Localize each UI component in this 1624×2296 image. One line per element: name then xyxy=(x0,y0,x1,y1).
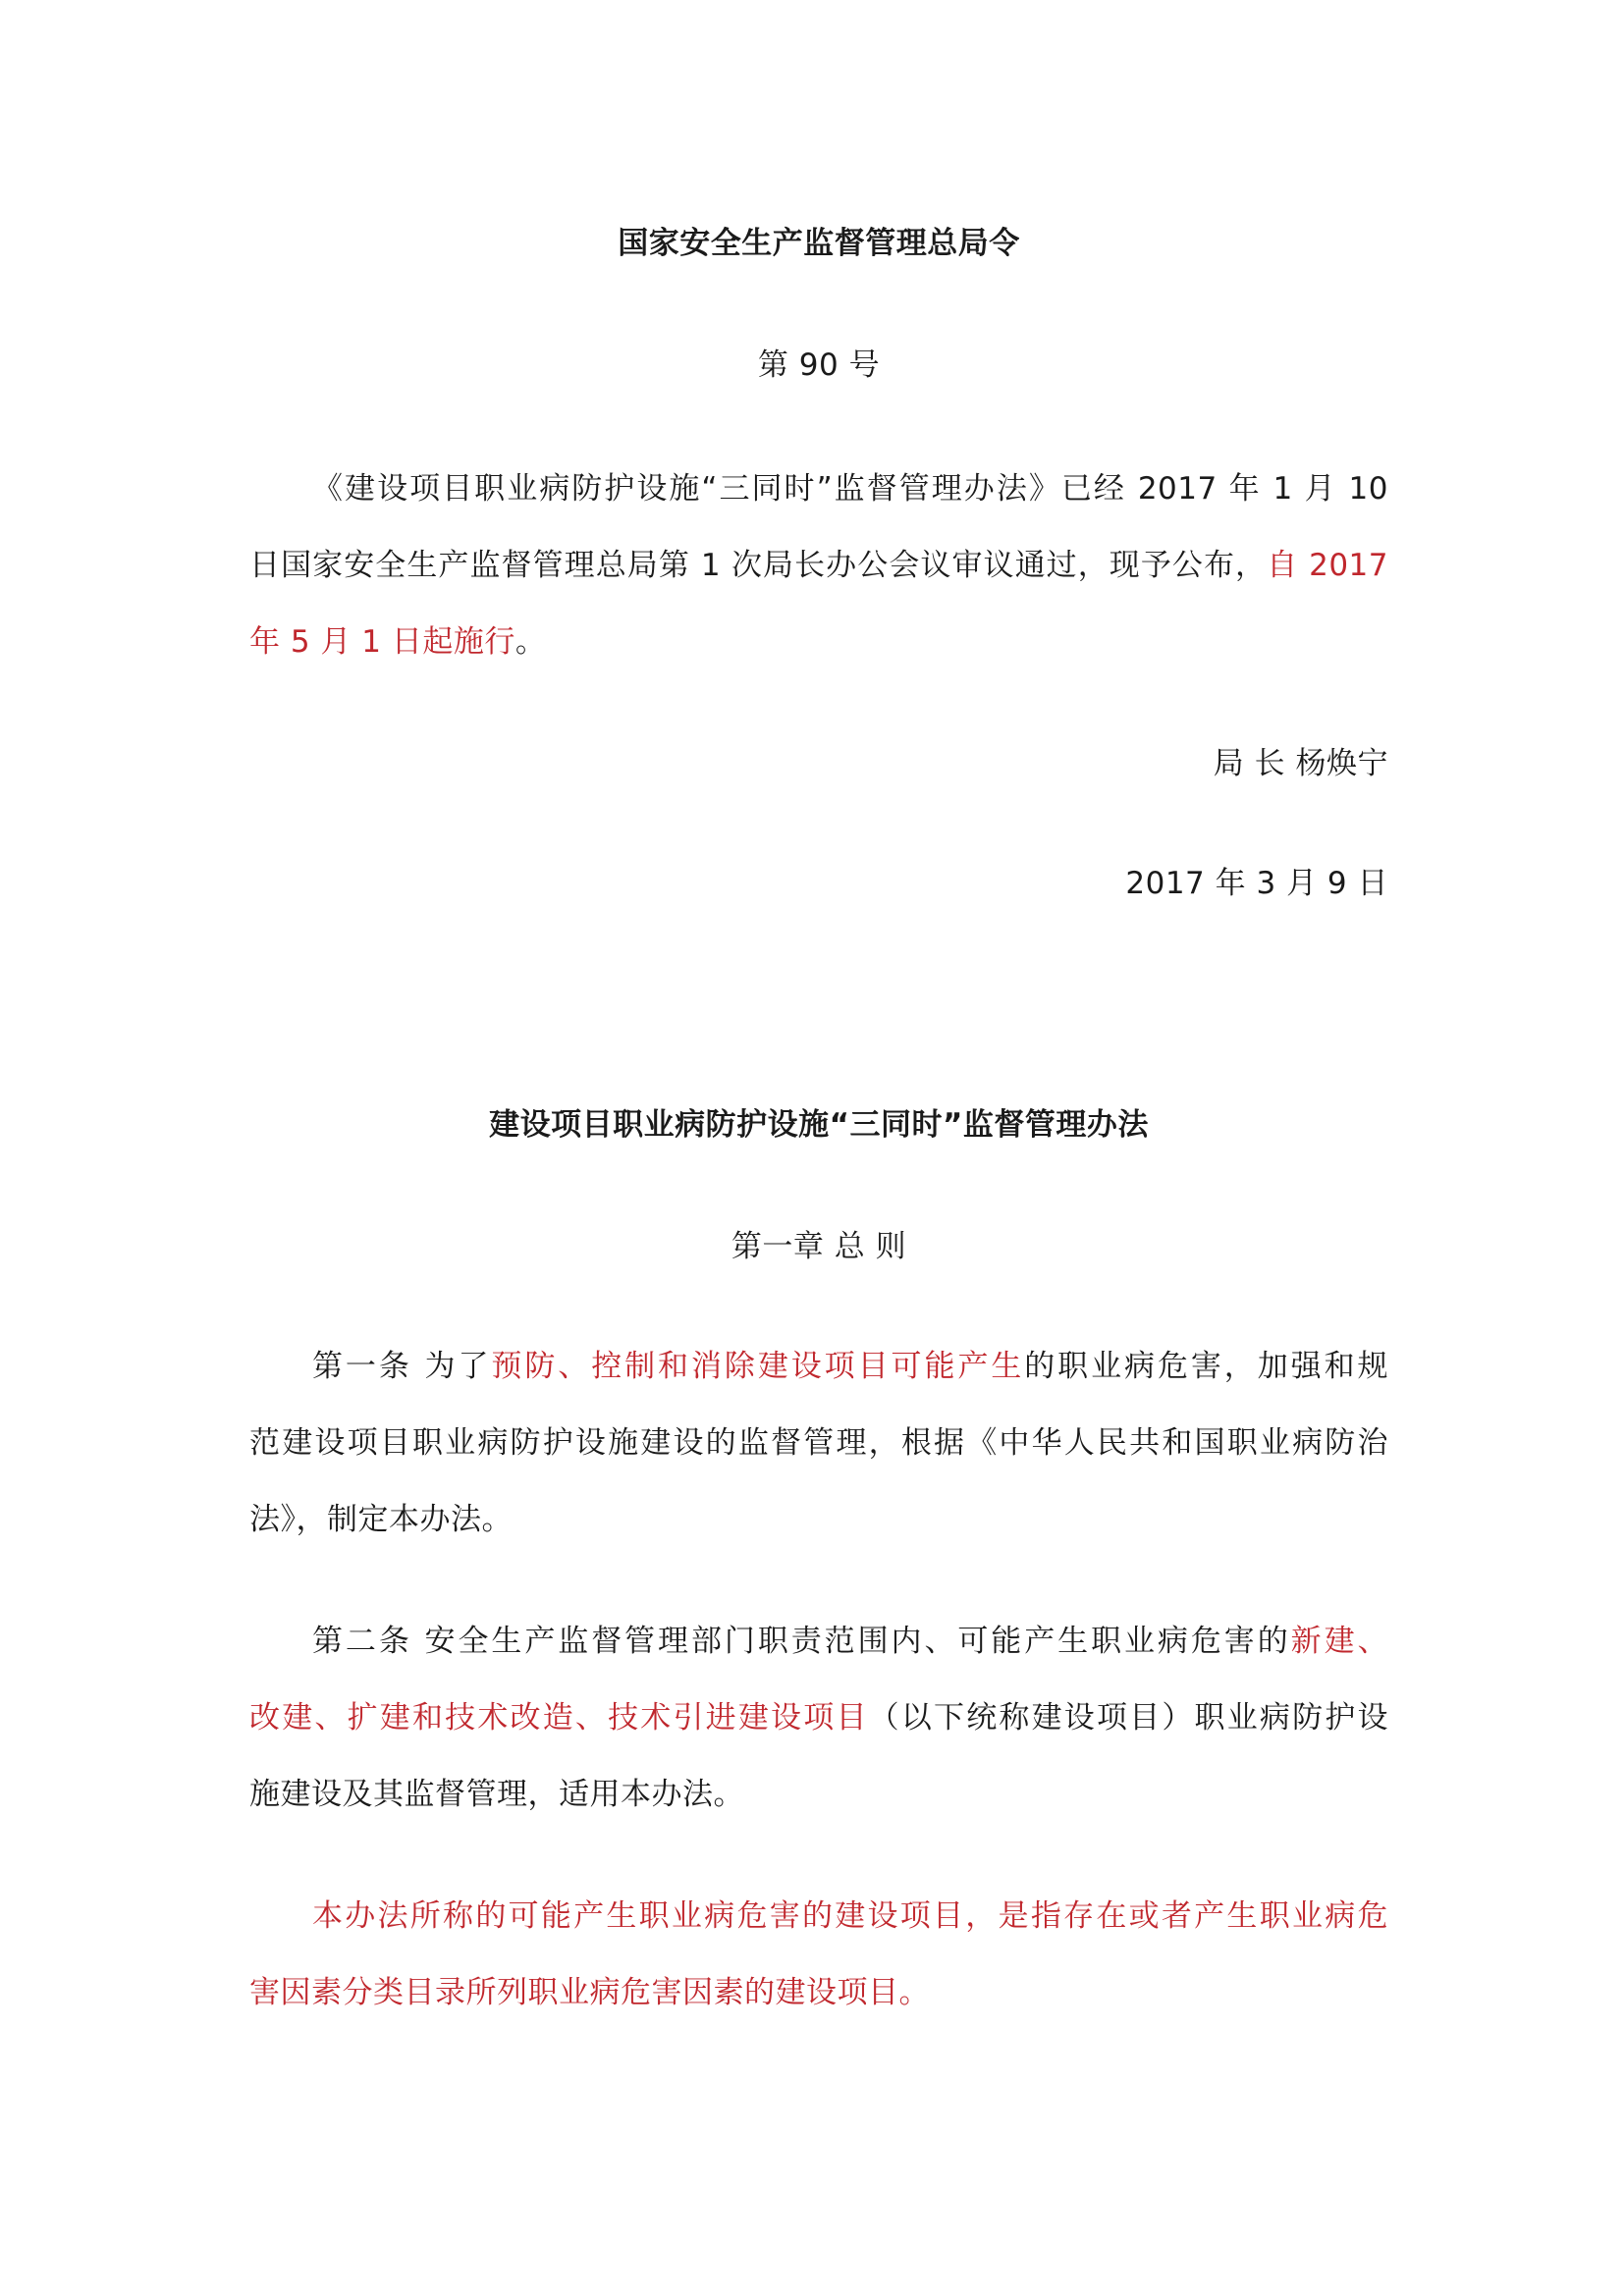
article-2-label: 第二条 安全生产监督管理部门职责范围内、可能产生职业病危害的 xyxy=(312,1624,1291,1659)
article-2-highlight-start: 新建、 xyxy=(1290,1624,1388,1659)
order-title: 国家安全生产监督管理总局令 xyxy=(618,226,1020,261)
preamble-line-3 xyxy=(249,622,1388,662)
chapter-heading: 第一章 总 则 xyxy=(731,1229,907,1264)
preamble-line-2-text: 日国家安全生产监督管理总局第 1 次局长办公会议审议通过，现予公布， xyxy=(249,548,1268,583)
article-1-highlight: 预防、控制和消除建设项目可能产生 xyxy=(491,1349,1025,1384)
preamble-effective-date-start: 自 2017 xyxy=(1267,548,1388,583)
article-2-line-1 xyxy=(249,1622,1388,1661)
order-date: 2017 年 3 月 9 日 xyxy=(1125,866,1388,901)
article-1-line-3: 法》，制定本办法。 xyxy=(249,1502,513,1537)
article-2-para-2-line-1: 本办法所称的可能产生职业病危害的建设项目，是指存在或者产生职业病危 xyxy=(312,1898,1388,1934)
article-2-line-2 xyxy=(249,1698,1388,1737)
article-1-label: 第一条 为了 xyxy=(312,1349,492,1384)
preamble-line-3-punct: 。 xyxy=(514,624,547,660)
article-1-line-2: 范建设项目职业病防护设施建设的监督管理，根据《中华人民共和国职业病防治 xyxy=(249,1425,1388,1461)
article-2-line-2-rest: （以下统称建设项目）职业病防护设 xyxy=(868,1700,1389,1735)
article-1-line-1-rest: 的职业病危害，加强和规 xyxy=(1024,1349,1389,1384)
order-number: 第 90 号 xyxy=(757,347,881,383)
preamble-line-1: 《建设项目职业病防护设施“三同时”监督管理办法》已经 2017 年 1 月 10 xyxy=(312,471,1388,507)
measures-title: 建设项目职业病防护设施“三同时”监督管理办法 xyxy=(489,1107,1149,1143)
article-2-line-3: 施建设及其监督管理，适用本办法。 xyxy=(249,1777,744,1812)
article-1-line-1 xyxy=(249,1347,1388,1386)
preamble-effective-date-end: 年 5 月 1 日起施行 xyxy=(249,624,515,660)
signatory: 局 长 杨焕宁 xyxy=(1213,746,1388,781)
preamble-line-2 xyxy=(249,546,1388,585)
article-2-para-2-line-2: 害因素分类目录所列职业病危害因素的建设项目。 xyxy=(249,1975,930,2010)
article-2-highlight-end: 改建、扩建和技术改造、技术引进建设项目 xyxy=(249,1700,869,1735)
